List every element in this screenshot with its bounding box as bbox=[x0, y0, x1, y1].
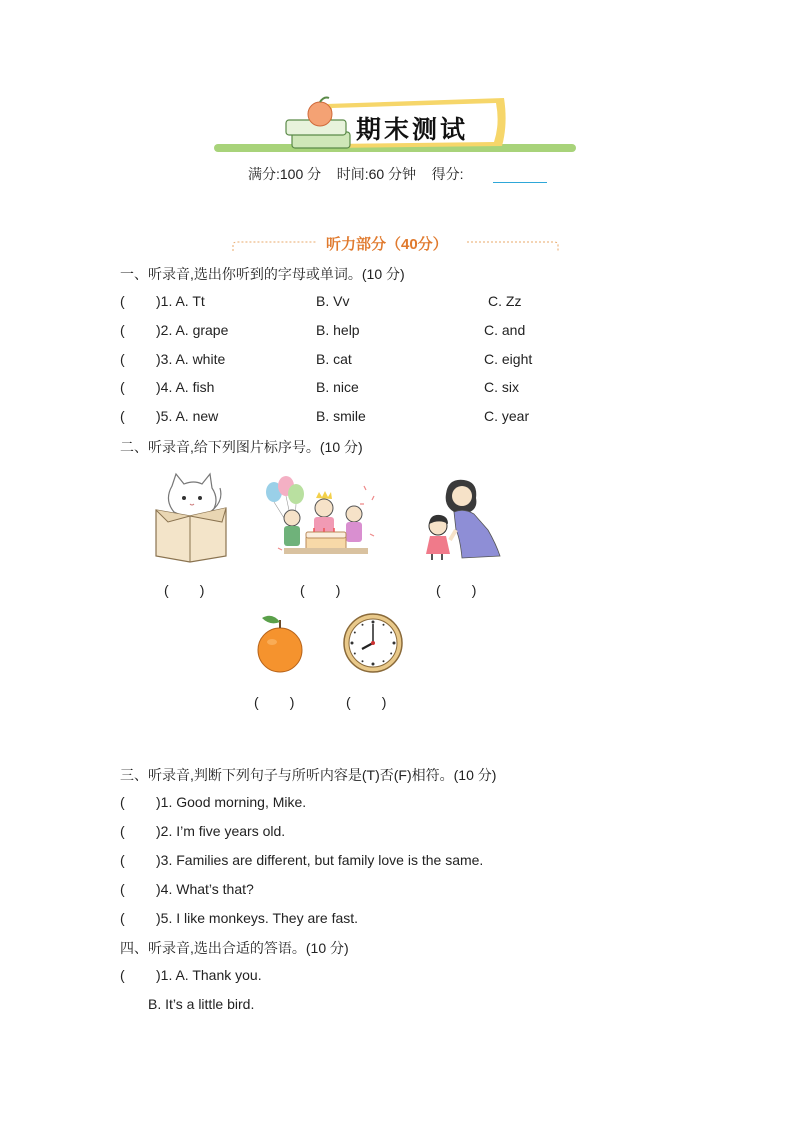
section-divider-right bbox=[467, 240, 559, 252]
answer-paren[interactable]: ( bbox=[120, 408, 125, 424]
q1-row-3: ( )3. A. white B. cat C. eight bbox=[120, 351, 533, 367]
answer-paren[interactable]: ( bbox=[120, 322, 125, 338]
q2-blank-5[interactable]: ( ) bbox=[346, 694, 387, 710]
answer-paren[interactable]: ( bbox=[120, 351, 125, 367]
q4-row-2: B. It’s a little bird. bbox=[148, 996, 255, 1012]
answer-paren[interactable]: ( bbox=[120, 293, 125, 309]
cat-in-box-image bbox=[150, 472, 232, 564]
q2-blank-4[interactable]: ( ) bbox=[254, 694, 295, 710]
q3-row-5: ( )5. I like monkeys. They are fast. bbox=[120, 910, 359, 926]
answer-paren[interactable]: ( bbox=[120, 379, 125, 395]
mother-and-child-image bbox=[420, 474, 504, 562]
q2-heading: 二、听录音,给下列图片标序号。(10 分) bbox=[120, 439, 363, 455]
answer-paren[interactable]: ( bbox=[120, 852, 125, 868]
answer-paren[interactable]: ( bbox=[120, 794, 125, 810]
q2-blank-3[interactable]: ( ) bbox=[436, 582, 477, 598]
answer-paren[interactable]: ( bbox=[120, 823, 125, 839]
orange-image bbox=[254, 612, 306, 674]
q4-heading: 四、听录音,选出合适的答语。(10 分) bbox=[120, 940, 349, 956]
exam-meta: 满分:100 分 时间:60 分钟 得分: bbox=[248, 166, 464, 182]
birthday-party-image bbox=[264, 474, 386, 562]
answer-paren[interactable]: ( bbox=[120, 881, 125, 897]
clock-image bbox=[342, 612, 404, 674]
q3-row-2: ( )2. I’m five years old. bbox=[120, 823, 286, 839]
answer-paren[interactable]: ( bbox=[120, 910, 125, 926]
q2-blank-1[interactable]: ( ) bbox=[164, 582, 205, 598]
q1-row-2: ( )2. A. grape B. help C. and bbox=[120, 322, 526, 338]
page-title: 期末测试 bbox=[356, 115, 469, 144]
q3-row-1: ( )1. Good morning, Mike. bbox=[120, 794, 307, 810]
apple-icon bbox=[308, 98, 332, 127]
section-divider-left bbox=[232, 240, 317, 252]
answer-paren[interactable]: ( bbox=[120, 967, 125, 983]
q3-row-4: ( )4. What’s that? bbox=[120, 881, 254, 897]
q1-row-1: ( )1. A. Tt B. Vv C. Zz bbox=[120, 293, 522, 309]
q1-row-5: ( )5. A. new B. smile C. year bbox=[120, 408, 530, 424]
q3-row-3: ( )3. Families are different, but family love is the same. bbox=[120, 852, 484, 868]
q3-heading: 三、听录音,判断下列句子与所听内容是(T)否(F)相符。(10 分) bbox=[120, 767, 497, 783]
q2-blank-2[interactable]: ( ) bbox=[300, 582, 341, 598]
q4-row-1: ( )1. A. Thank you. bbox=[120, 967, 262, 983]
section-title: 听力部分（40分） bbox=[326, 236, 448, 253]
q1-heading: 一、听录音,选出你听到的字母或单词。(10 分) bbox=[120, 266, 405, 282]
score-blank[interactable] bbox=[493, 182, 547, 183]
q1-row-4: ( )4. A. fish B. nice C. six bbox=[120, 379, 519, 395]
